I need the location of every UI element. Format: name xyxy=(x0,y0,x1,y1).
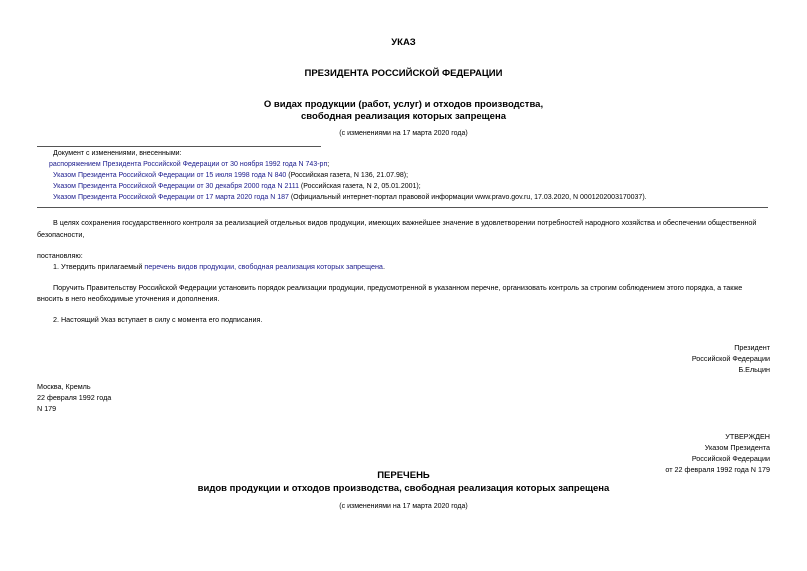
item-1-suffix: . xyxy=(382,262,385,271)
amendment-item xyxy=(49,161,329,168)
amendment-tail: (Российская газета, N 136, 21.07.98); xyxy=(286,172,409,179)
preamble-line1: В целях сохранения государственного контроля за реализацией отдельных видов продукции, имеющих важнейшее значение в удовлетворении потребностей народного хозяйства и обеспечении общественной xyxy=(53,218,757,227)
doc-title-line1: О видах продукции (работ, услуг) и отходов производства, xyxy=(263,99,544,110)
place: Москва, Кремль xyxy=(37,382,91,391)
date: 22 февраля 1992 года xyxy=(37,393,112,402)
amendment-tail: (Российская газета, N 2, 05.01.2001); xyxy=(298,183,421,190)
amendment-link[interactable]: распоряжением Президента Российской Федерации от 30 ноября 1992 года N 743-рп xyxy=(49,161,328,168)
doc-type-heading: УКАЗ xyxy=(391,37,416,48)
item-2: 2. Настоящий Указ вступает в силу с момента его подписания. xyxy=(53,315,263,324)
bottom-divider xyxy=(37,207,768,208)
approval-by: Указом Президента xyxy=(704,443,770,452)
instruction-line1: Поручить Правительству Российской Федерации установить порядок реализации продукции, предусмотренной в указанном перечне, организовать контроль за строгим соблюдением этого порядка, а также xyxy=(53,283,743,292)
appendix-subtitle: видов продукции и отходов производства, свободная реализация которых запрещена xyxy=(197,483,610,494)
amendment-item xyxy=(53,172,408,179)
issuer-heading: ПРЕЗИДЕНТА РОССИЙСКОЙ ФЕДЕРАЦИИ xyxy=(304,68,503,79)
instruction-line2: вносить в него необходимые уточнения и дополнения. xyxy=(37,294,220,303)
preamble-line2: безопасности, xyxy=(37,230,85,239)
item-1-prefix: 1. Утвердить прилагаемый xyxy=(53,262,145,271)
amendment-link[interactable]: Указом Президента Российской Федерации от 17 марта 2020 года N 187 xyxy=(53,194,289,201)
signature-name: Б.Ельцин xyxy=(738,365,770,374)
amendments-intro: Документ с изменениями, внесенными: xyxy=(53,150,182,157)
amendment-item xyxy=(53,194,647,201)
list-link[interactable]: перечень видов продукции, свободная реализация которых запрещена xyxy=(144,262,383,271)
appendix-changes-note: (с изменениями на 17 марта 2020 года) xyxy=(339,503,468,510)
amendment-link[interactable]: Указом Президента Российской Федерации от 15 июля 1998 года N 840 xyxy=(53,172,287,179)
amendment-item xyxy=(53,183,421,190)
appendix-title: ПЕРЕЧЕНЬ xyxy=(377,470,430,481)
doc-title-line2: свободная реализация которых запрещена xyxy=(301,111,506,122)
amendment-tail: (Официальный интернет-портал правовой информации www.pravo.gov.ru, 17.03.2020, N 0001202003170037). xyxy=(288,194,647,201)
decree-clause: постановляю: xyxy=(37,251,83,260)
approval-org: Российской Федерации xyxy=(691,454,770,463)
top-divider xyxy=(37,146,321,147)
amendment-link[interactable]: Указом Президента Российской Федерации от 30 декабря 2000 года N 2111 xyxy=(53,183,299,190)
doc-number: N 179 xyxy=(37,404,57,413)
item-1 xyxy=(53,261,385,273)
amendment-tail: ; xyxy=(327,161,330,168)
signature-org: Российской Федерации xyxy=(691,354,770,363)
approval-stamp: УТВЕРЖДЕН xyxy=(725,432,770,441)
signature-title: Президент xyxy=(734,343,770,352)
approval-date: от 22 февраля 1992 года N 179 xyxy=(665,465,770,474)
changes-note: (с изменениями на 17 марта 2020 года) xyxy=(339,130,468,137)
